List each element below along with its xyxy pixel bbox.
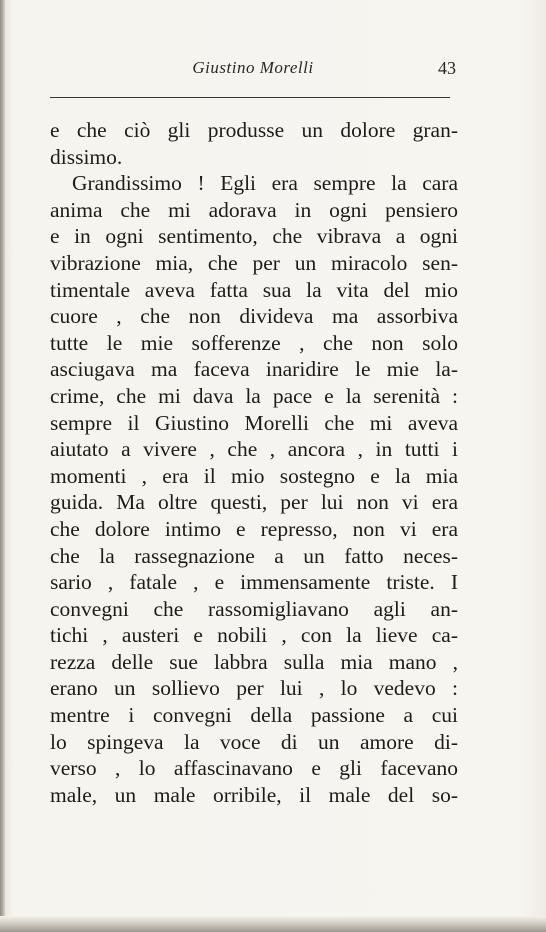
text-line: male, un male orribile, il male del so-	[50, 782, 458, 807]
text-line: anima che mi adorava in ogni pensiero	[50, 197, 458, 222]
text-line: momenti , era il mio sostegno e la mia	[50, 463, 458, 488]
text-line: dissimo.	[50, 144, 123, 169]
text-line: guida. Ma oltre questi, per lui non vi era	[50, 490, 458, 515]
text-line: timentale aveva fatta sua la vita del mio	[50, 277, 458, 302]
page-header	[50, 58, 456, 84]
text-line: erano un sollievo per lui , lo vedevo :	[50, 676, 458, 701]
text-line: che dolore intimo e represso, non vi era	[50, 516, 458, 541]
page-gutter-shadow	[0, 0, 5, 932]
page-number: 43	[438, 58, 456, 78]
page-bottom-edge	[0, 916, 546, 932]
text-line: aiutato a vivere , che , ancora , in tutti i	[50, 437, 458, 462]
running-title: Giustino Morelli	[192, 58, 314, 77]
text-line: verso , lo affascinavano e gli facevano	[50, 756, 458, 781]
text-line: tichi , austeri e nobili , con la lieve ca-	[50, 623, 458, 648]
header-rule	[50, 97, 450, 98]
text-line: cuore , che non divideva ma assorbiva	[50, 304, 458, 329]
text-line: sario , fatale , e immensamente triste. I	[50, 570, 458, 595]
text-line: tutte le mie sofferenze , che non solo	[50, 330, 458, 355]
text-line: lo spingeva la voce di un amore di-	[50, 729, 458, 754]
text-line: asciugava ma faceva inaridire le mie la-	[50, 357, 458, 382]
text-line: vibrazione mia, che per un miracolo sen-	[50, 250, 458, 275]
text-line: mentre i convegni della passione a cui	[50, 703, 458, 728]
text-line: crime, che mi dava la pace e la serenità :	[50, 383, 458, 408]
text-line: rezza delle sue labbra sulla mia mano ,	[50, 649, 458, 674]
text-line: che la rassegnazione a un fatto neces-	[50, 543, 458, 568]
text-line: convegni che rassomigliavano agli an-	[50, 596, 458, 621]
text-line: Grandissimo ! Egli era sempre la cara	[72, 171, 458, 196]
text-line: e che ciò gli produsse un dolore gran-	[50, 118, 458, 142]
text-line: e in ogni sentimento, che vibrava a ogni	[50, 224, 458, 249]
text-line: sempre il Giustino Morelli che mi aveva	[50, 410, 458, 435]
body-text	[50, 117, 458, 808]
